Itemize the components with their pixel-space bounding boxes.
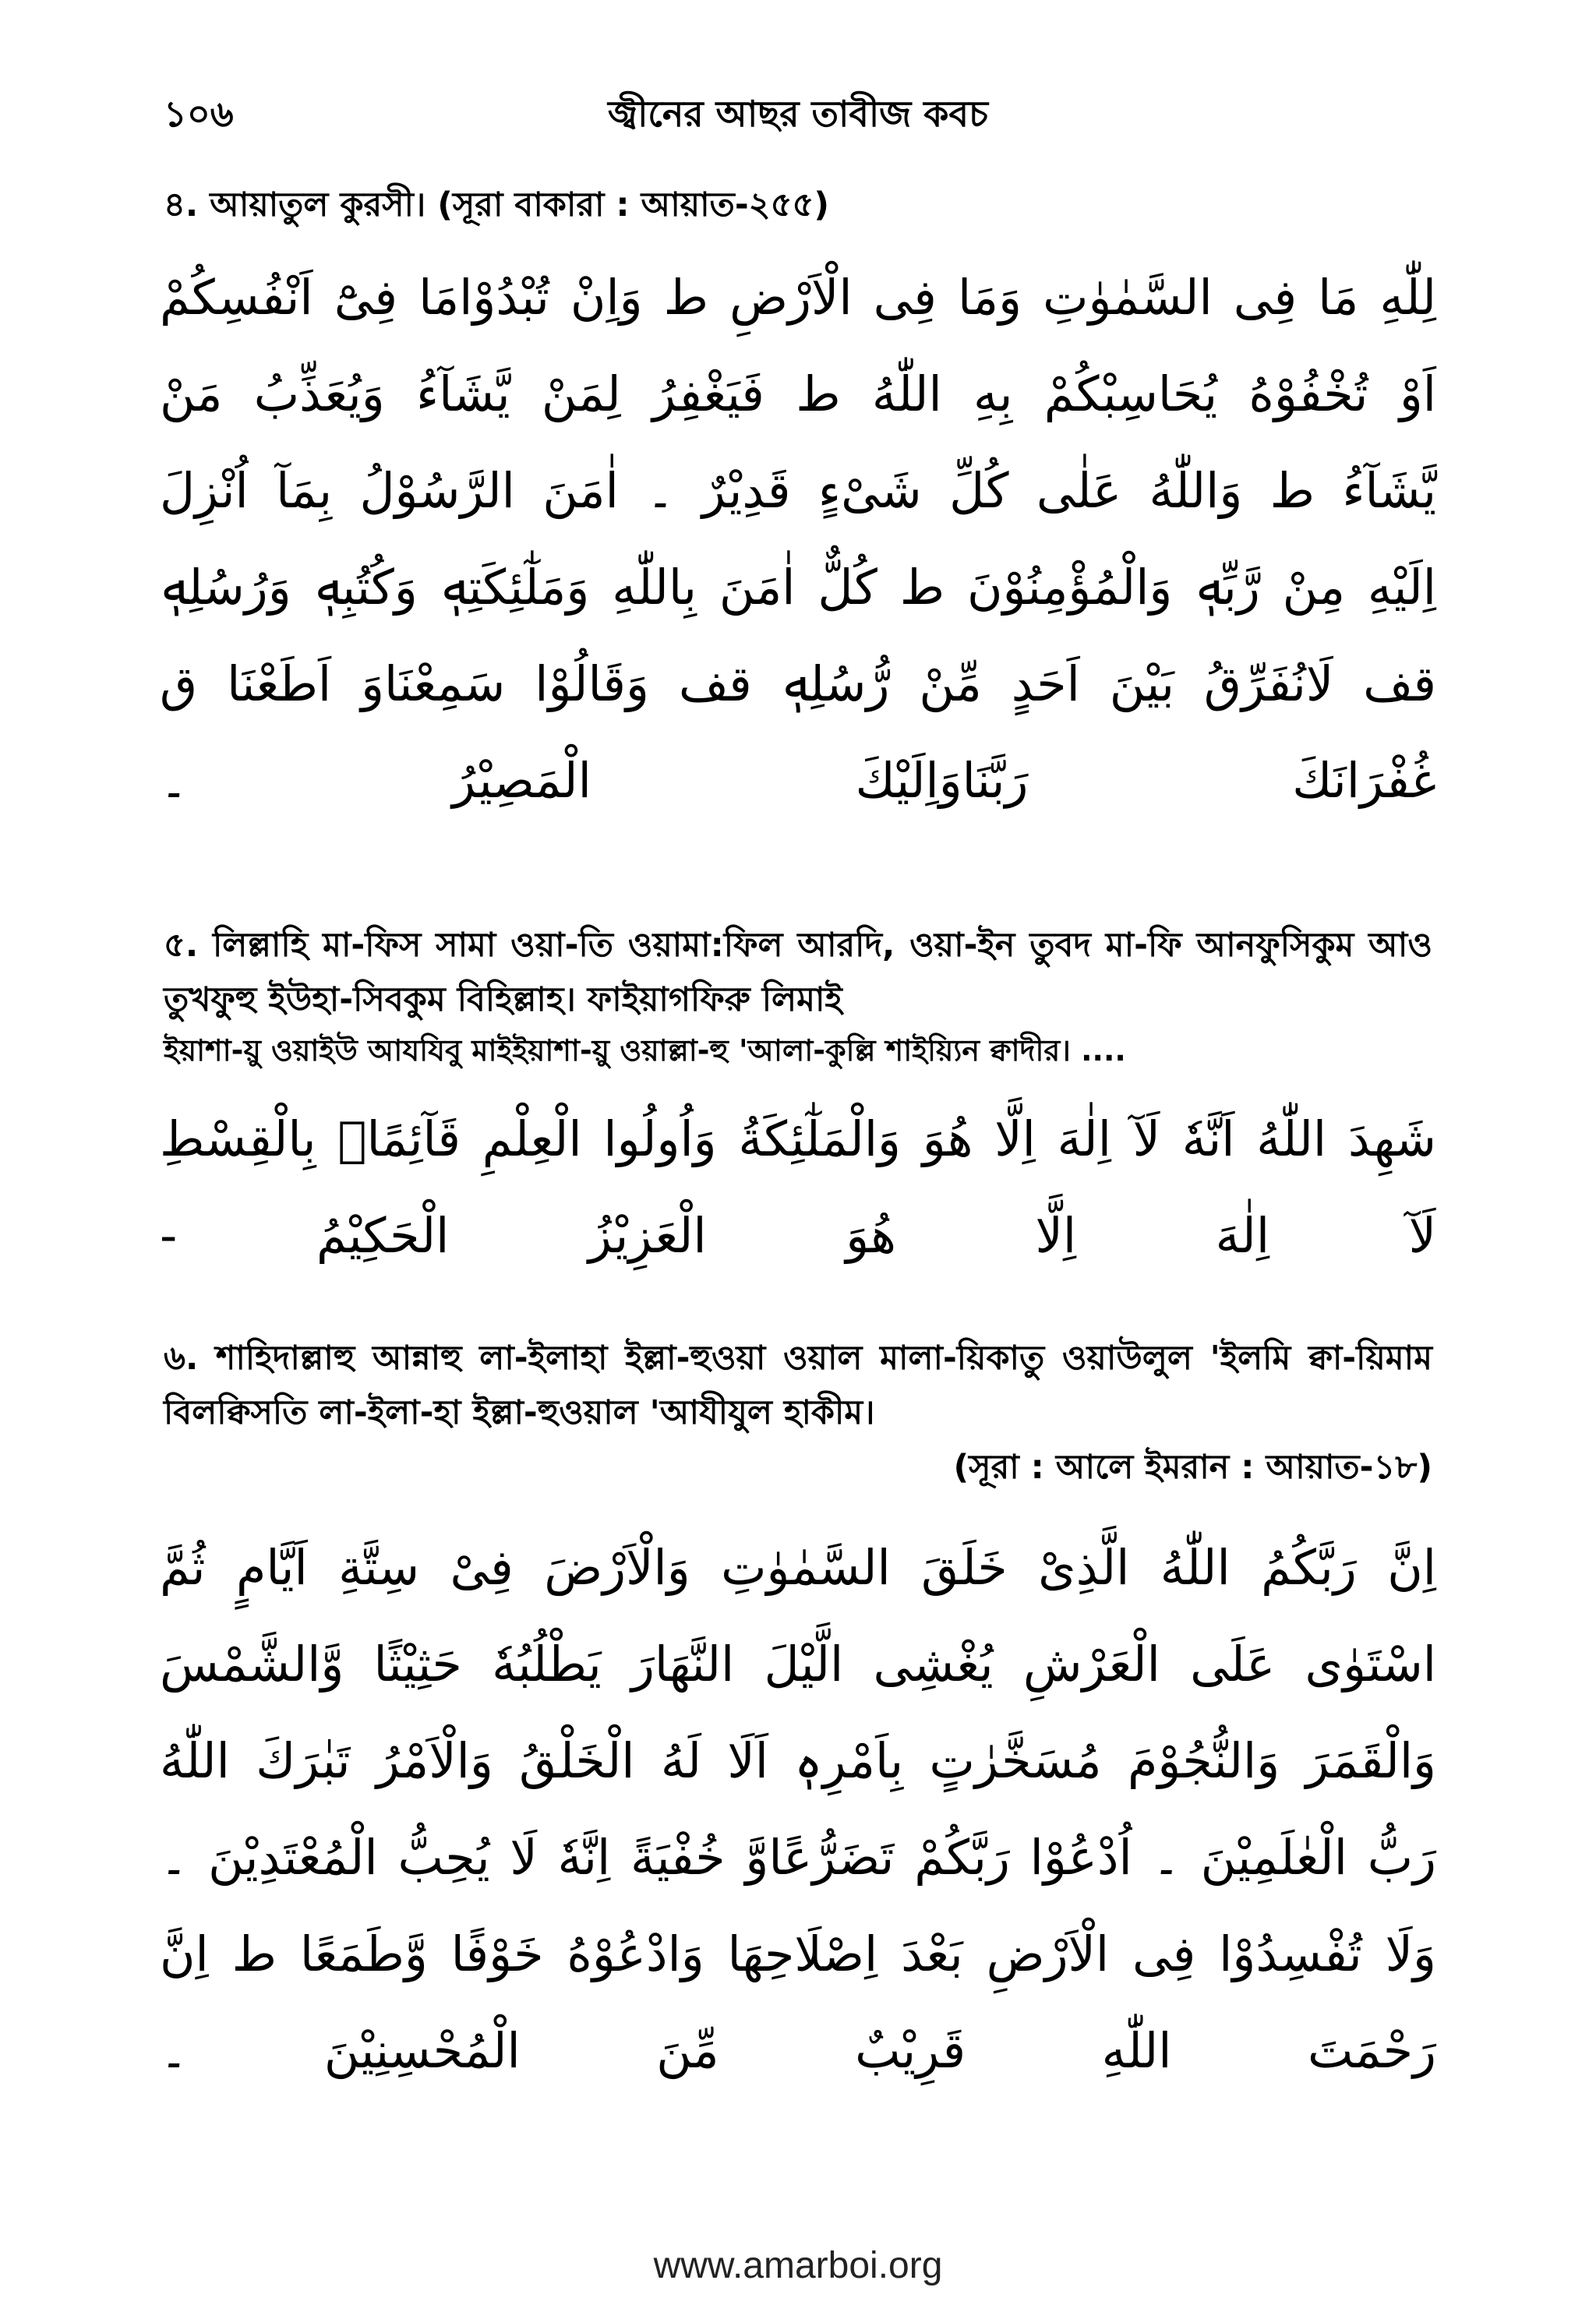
section-5-transliteration: ৫. লিল্লাহি মা-ফিস সামা ওয়া-তি ওয়ামা:ফিল আরদি, ওয়া-ইন তুবদ মা-ফি আনফুসিকুম আও তুখফুহু ইউহা-সিবকুম বিহিল্লাহ। ফাইয়াগফিরু লিমাই	[164, 926, 1432, 1019]
section-4-arabic-verse: لِلّٰهِ مَا فِى السَّمٰوٰتِ وَمَا فِى الْاَرْضِ ط وَاِنْ تُبْدُوْامَا فِىْٓ اَنْفُسِكُمْ اَوْ تُخْفُوْهُ يُحَاسِبْكُمْ بِهِ اللّٰهُ ط فَيَغْفِرُ لِمَنْ يَّشَآءُ وَيُعَذِّبُ مَنْ يَّشَآءُ ط وَاللّٰهُ عَلٰى كُلِّ شَىْءٍ قَدِيْرٌ ۔ اٰمَنَ الرَّسُوْلُ بِمَآ اُنْزِلَ اِلَيْهِ مِنْ رَّبِّهٖ وَالْمُؤْمِنُوْنَ ط كُلٌّ اٰمَنَ بِاللّٰهِ وَمَلٰٓئِكَتِهٖ وَكُتُبِهٖ وَرُسُلِهٖ قف لَانُفَرِّقُ بَيْنَ اَحَدٍ مِّنْ رُّسُلِهٖ قف وَقَالُوْا سَمِعْنَاوَ اَطَعْنَا ق غُفْرَانَكَ رَبَّنَاوَاِلَيْكَ الْمَصِيْرُ ۔	[160, 269, 1436, 809]
section-5-arabic-verse: شَهِدَ اللّٰهُ اَنَّهٗ لَآ اِلٰهَ اِلَّا هُوَ وَالْمَلٰٓئِكَةُ وَاُولُوا الْعِلْمِ قَآئِمًاۢ بِالْقِسْطِ لَآ اِلٰهَ اِلَّا هُوَ الْعَزِيْزُ الْحَكِيْمُ -	[160, 1110, 1436, 1264]
website-watermark: www.amarboi.org	[653, 2245, 943, 2286]
page-number: ১০৬	[164, 93, 234, 135]
section-6-arabic-verse: اِنَّ رَبَّكُمُ اللّٰهُ الَّذِىْ خَلَقَ السَّمٰوٰتِ وَالْاَرْضَ فِىْ سِتَّةِ اَيَّامٍ ثُمَّ اسْتَوٰى عَلَى الْعَرْشِ يُغْشِى الَّيْلَ النَّهَارَ يَطْلُبُهٗ حَثِيْثًا وَّالشَّمْسَ وَالْقَمَرَ وَالنُّجُوْمَ مُسَخَّرٰتٍ بِاَمْرِهٖ اَلَا لَهُ الْخَلْقُ وَالْاَمْرُ تَبٰرَكَ اللّٰهُ رَبُّ الْعٰلَمِيْنَ ۔ اُدْعُوْا رَبَّكُمْ تَضَرُّعًاوَّ خُفْيَةً اِنَّهٗ لَا يُحِبُّ الْمُعْتَدِيْنَ ۔ وَلَا تُفْسِدُوْا فِى الْاَرْضِ بَعْدَ اِصْلَاحِهَا وَادْعُوْهُ خَوْفًا وَّطَمَعًا ط اِنَّ رَحْمَتَ اللّٰهِ قَرِيْبٌ مِّنَ الْمُحْسِنِيْنَ ۔	[160, 1539, 1436, 2079]
book-title: জ্বীনের আছর তাবীজ কবচ	[608, 93, 988, 135]
section-6-transliteration: ৬. শাহিদাল্লাহু আন্নাহু লা-ইলাহা ইল্লা-হুওয়া ওয়াল মালা-য়িকাতু ওয়াউলুল 'ইলমি ক্বা-য়িমাম বিলক্বিসতি লা-ইলা-হা ইল্লা-হুওয়াল 'আযীযুল হাকীম।	[164, 1339, 1432, 1432]
section-5-transliteration-continued: ইয়াশা-য়ু ওয়াইউ আযযিবু মাইইয়াশা-য়ু ওয়াল্লা-হু 'আলা-কুল্লি শাইয়্যিন ক্বাদীর। ....	[164, 1033, 1126, 1068]
section-6-surah-reference: (সূরা : আলে ইমরান : আয়াত-১৮)	[953, 1448, 1432, 1487]
section-4-heading: ৪. আয়াতুল কুরসী। (সূরা বাকারা : আয়াত-২৫৫)	[164, 185, 830, 224]
page-header	[164, 87, 1432, 134]
